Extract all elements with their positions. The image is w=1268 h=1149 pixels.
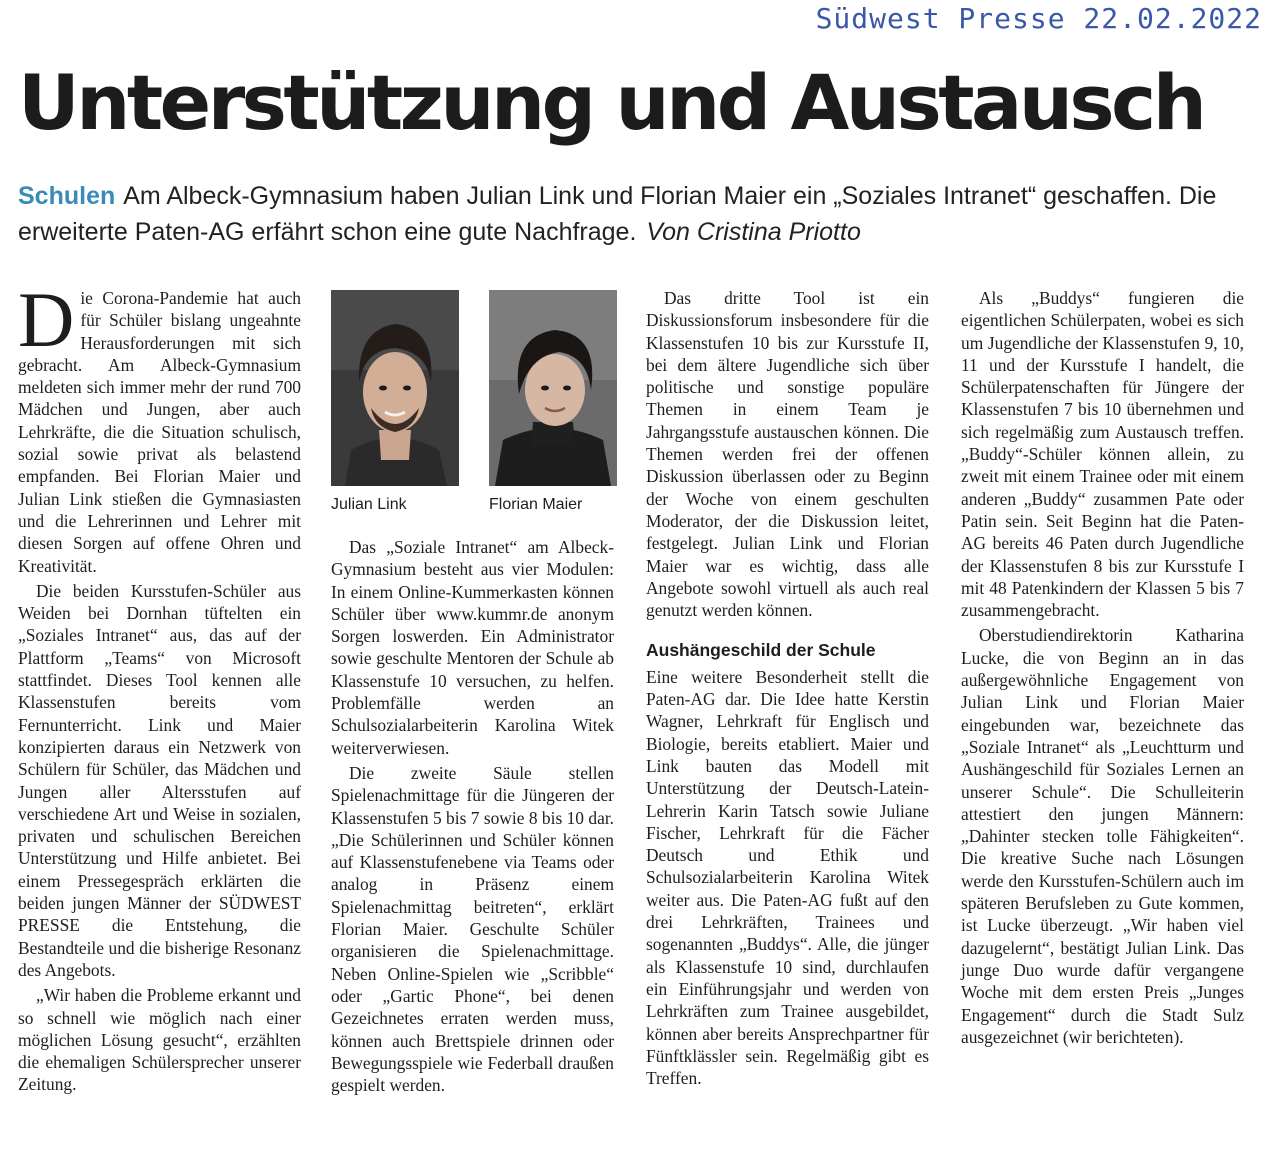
- caption-florian-maier: Florian Maier: [489, 496, 583, 513]
- portrait-illustration: [331, 290, 459, 486]
- caption-julian-link: Julian Link: [331, 496, 407, 513]
- lead-author: Von Cristina Priotto: [646, 218, 861, 246]
- col2-paragraph-2: Die zweite Säule stellen Spielenachmittage für die Jüngeren der Klassenstufen 5 bis 7 sowie 8 bis 10 dar. „Die Schülerinnen und Schüler können auf Klassenstufenebene via Teams oder analog in Präsenz einem Spielenachmittag beitreten“, erklärt Florian Maier. Geschulte Schüler organisieren die Spielenachmittage. Neben Online-Spielen wie „Scribble“ oder „Gartic Phone“, bei denen Gezeichnetes erraten werden muss, können auch Brettspiele drinnen oder Bewegungsspiele wie Federball draußen gespielt werden.: [331, 762, 614, 1096]
- article-column-3: [646, 287, 929, 1089]
- lead-kicker: Schulen: [18, 182, 116, 210]
- col3-paragraph-2: Eine weitere Besonderheit stellt die Paten-AG dar. Die Idee hatte Kerstin Wagner, Lehrkraft für Englisch und Biologie, bereits etabliert. Maier und Link bauten das Modell mit Unterstützung der Deutsch-Latein-Lehrerin Karin Tatsch sowie Juliane Fischer, Lehrkraft für die Fächer Deutsch und Ethik und Schulsozialarbeiterin Karolina Witek weiter aus. Die Paten-AG fußt auf den drei Lehrkräften, Trainees und sogenannten „Buddys“. Alle, die jünger als Klassenstufe 10 sind, durchlaufen ein Einführungsjahr und werden von Lehrkräften zum Trainee ausgebildet, können aber bereits Ansprechpartner für Fünftklässler sein. Regelmäßig gibt es Treffen.: [646, 666, 929, 1089]
- article-column-4: [961, 287, 1244, 1048]
- subheading: Aushängeschild der Schule: [646, 640, 876, 661]
- col3-paragraph-1: Das dritte Tool ist ein Diskussionsforum insbesondere für die Klassenstufen 10 bis zur Kursstufe II, bei dem ältere Jugendliche sich über politische und sonstige populäre Themen in einem Team je Jahrgangsstufe austauschen können. Die Themen werden frei der offenen Diskussion überlassen oder zu Beginn der Woche von einem geschulten Moderator, der die Diskussion leitet, festgelegt. Julian Link und Florian Maier war es wichtig, dass alle Angebote sowohl virtuell als auch real genutzt werden können.: [646, 288, 929, 621]
- drop-cap: D: [18, 276, 75, 363]
- lead-text: Am Albeck-Gymnasium haben Julian Link und Florian Maier ein „Soziales Intranet“ geschaffen. Die erweiterte Paten-AG erfährt schon eine gute Nachfrage.: [18, 182, 1217, 246]
- col1-paragraph-1-text: ie Corona-Pandemie hat auch für Schüler bislang ungeahnte Herausforderungen mit sich gebracht. Am Albeck-Gymnasium meldeten sich immer mehr der rund 700 Mädchen und Jungen, aber auch Lehrkräfte, die die Situation schulisch, sozial sowie privat als belastend empfanden. Bei Florian Maier und Julian Link stießen die Gymnasiasten und die Lehrerinnen und Lehrer mit diesen Sorgen auf offene Ohren und Kreativität.: [18, 288, 301, 576]
- article-lead: [18, 178, 1258, 250]
- col1-paragraph-2: Die beiden Kursstufen-Schüler aus Weiden bei Dornhan tüftelten ein „Soziales Intranet“ aus, das auf der Plattform „Teams“ von Microsoft stattfindet. Dieses Tool kennen alle Klassenstufen bereits vom Fernunterricht. Link und Maier konzipierten daraus ein Netzwerk von Schülern für Schüler, das Mädchen und Jungen aller Altersstufen auf verschiedene Art und Weise in sozialen, privaten und schulischen Bereichen Unterstützung und Hilfe anbietet. Bei einem Pressegespräch erklärten die beiden jungen Männer der SÜDWEST PRESSE die Entstehung, die Bestandteile und die bisherige Resonanz des Angebots.: [18, 580, 301, 980]
- col1-paragraph-1: [18, 276, 301, 577]
- photo-julian-link: [331, 290, 459, 486]
- source-stamp: Südwest Presse 22.02.2022: [815, 2, 1262, 35]
- col1-paragraph-3: „Wir haben die Probleme erkannt und so schnell wie möglich nach einer möglichen Lösung gesucht“, erzählten die ehemaligen Schülersprecher unserer Zeitung.: [18, 985, 301, 1095]
- article-column-2: [331, 536, 614, 1096]
- portrait-illustration: [489, 290, 617, 486]
- col4-paragraph-2: Oberstudiendirektorin Katharina Lucke, die von Beginn an in das außergewöhnliche Engagement von Julian Link und Florian Maier eingebunden war, bezeichnete das „Soziale Intranet“ als „Leuchtturm und Aushängeschild für Soziales Lernen an unserer Schule“. Die Schulleiterin attestiert den jungen Männern: „Dahinter stecken tolle Fähigkeiten“. Die kreative Suche nach Lösungen werde den Kursstufen-Schülern auch im späteren Berufsleben zu Gute kommen, ist Lucke überzeugt. „Wir haben viel dazugelernt“, bestätigt Julian Link. Das junge Duo wurde dafür vergangene Woche mit dem ersten Preis „Junges Engagement“ durch die Stadt Sulz ausgezeichnet (wir berichteten).: [961, 625, 1244, 1047]
- col2-paragraph-1: Das „Soziale Intranet“ am Albeck-Gymnasium besteht aus vier Modulen: In einem Online-Kummerkasten können Schüler über www.kummr.de anonym Sorgen loswerden. Ein Administrator sowie geschulte Mentoren der Schule ab Klassenstufe 10 versuchen, zu helfen. Problemfälle werden an Schulsozialarbeiterin Karolina Witek weiterverwiesen.: [331, 537, 614, 758]
- article-headline: Unterstützung und Austausch: [18, 58, 1204, 147]
- col4-paragraph-1: Als „Buddys“ fungieren die eigentlichen Schülerpaten, wobei es sich um Jugendliche der Klassenstufen 9, 10, 11 und der Kursstufe I handelt, die Schülerpatenschaften für Jüngere der Klassenstufen 7 bis 10 übernehmen und sich regelmäßig zum Austausch treffen. „Buddy“-Schüler können allein, zu zweit mit einem Trainee oder mit einem anderen „Buddy“ zusammen Pate oder Patin sein. Seit Beginn hat die Paten-AG bereits 46 Paten durch Jugendliche der Klassenstufen 8 bis zur Kursstufe I mit 48 Patenkindern der Klassen 5 bis 7 zusammengebracht.: [961, 288, 1244, 621]
- article-column-1: [18, 276, 301, 1096]
- photo-florian-maier: [489, 290, 617, 486]
